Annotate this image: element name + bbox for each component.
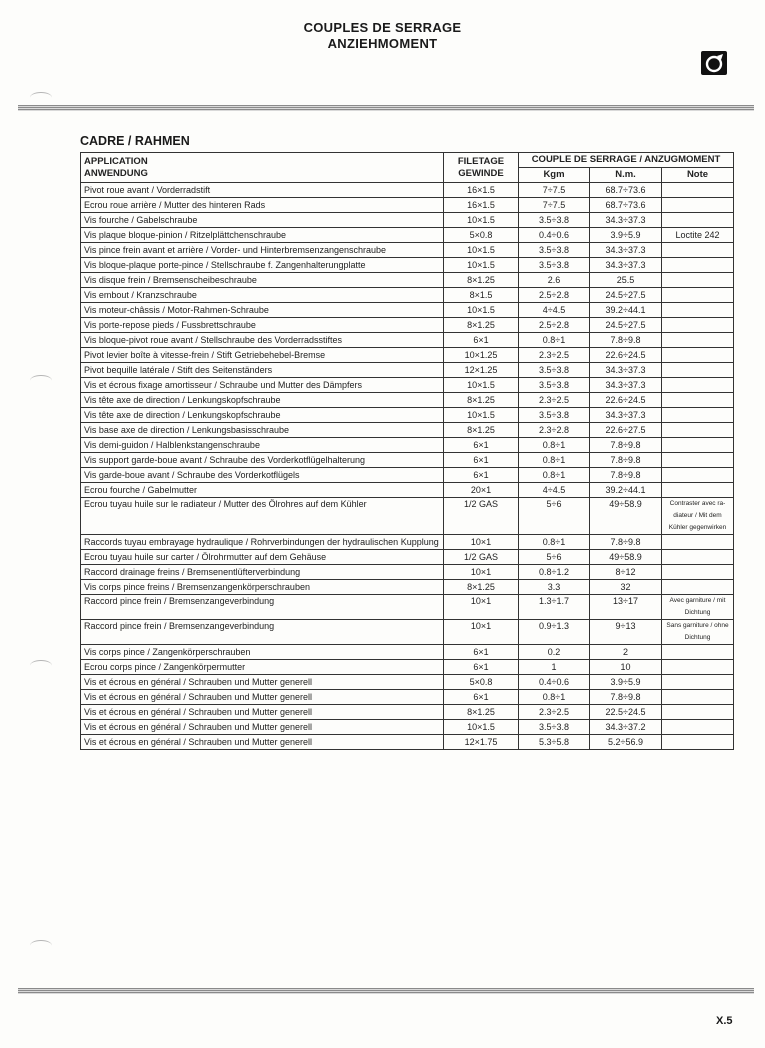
header-nm: N.m.	[590, 168, 662, 183]
cell-note: Contraster avec ra-diateur / Mit dem Kühler gegenwirken	[662, 498, 734, 535]
cell-kgm: 2.3÷2.5	[519, 393, 590, 408]
hole-punch-mark	[30, 375, 52, 386]
table-row	[81, 468, 734, 483]
cell-thread: 6×1	[444, 453, 519, 468]
cell-application: Vis disque frein / Bremsenscheibeschraube	[81, 273, 444, 288]
cell-note	[662, 393, 734, 408]
cell-note	[662, 348, 734, 363]
cell-note	[662, 550, 734, 565]
table-row	[81, 228, 734, 243]
cell-note: Sans garniture / ohne Dichtung	[662, 620, 734, 645]
cell-kgm: 0.8÷1	[519, 438, 590, 453]
cell-nm: 13÷17	[590, 595, 662, 620]
cell-application: Vis tête axe de direction / Lenkungskopfschraube	[81, 408, 444, 423]
title-de: ANZIEHMOMENT	[327, 36, 438, 51]
cell-application: Raccord drainage freins / Bremsenentlüfterverbindung	[81, 565, 444, 580]
cell-kgm: 0.8÷1	[519, 453, 590, 468]
cell-kgm: 2.3÷2.5	[519, 348, 590, 363]
top-divider-band	[18, 105, 754, 111]
cell-kgm: 0.4÷0.6	[519, 228, 590, 243]
cell-thread: 8×1.25	[444, 705, 519, 720]
cell-nm: 7.8÷9.8	[590, 535, 662, 550]
cell-thread: 10×1.5	[444, 258, 519, 273]
cell-thread: 6×1	[444, 438, 519, 453]
cell-nm: 24.5÷27.5	[590, 318, 662, 333]
cell-application: Vis support garde-boue avant / Schraube des Vorderkotflügelhalterung	[81, 453, 444, 468]
table-row	[81, 378, 734, 393]
cell-application: Vis plaque bloque-pinion / Ritzelplättchenschraube	[81, 228, 444, 243]
cell-note	[662, 705, 734, 720]
cell-thread: 6×1	[444, 468, 519, 483]
cell-kgm: 0.4÷0.6	[519, 675, 590, 690]
cell-thread: 10×1	[444, 595, 519, 620]
cell-kgm: 2.3÷2.5	[519, 705, 590, 720]
cell-note	[662, 213, 734, 228]
cell-note	[662, 303, 734, 318]
cell-thread: 16×1.5	[444, 183, 519, 198]
cell-thread: 8×1.25	[444, 273, 519, 288]
cell-kgm: 3.5÷3.8	[519, 243, 590, 258]
cell-nm: 3.9÷5.9	[590, 228, 662, 243]
cell-nm: 34.3÷37.3	[590, 363, 662, 378]
table-row	[81, 580, 734, 595]
table-row	[81, 565, 734, 580]
cell-application: Vis corps pince / Zangenkörperschrauben	[81, 645, 444, 660]
cell-nm: 22.5÷24.5	[590, 705, 662, 720]
cell-nm: 7.8÷9.8	[590, 333, 662, 348]
cell-application: Pivot levier boîte à vitesse-frein / Stift Getriebehebel-Bremse	[81, 348, 444, 363]
cell-application: Vis embout / Kranzschraube	[81, 288, 444, 303]
cell-application: Vis moteur-châssis / Motor-Rahmen-Schraube	[81, 303, 444, 318]
cell-nm: 49÷58.9	[590, 550, 662, 565]
cell-note	[662, 243, 734, 258]
table-row	[81, 660, 734, 675]
cell-thread: 6×1	[444, 645, 519, 660]
cell-note	[662, 258, 734, 273]
table-row	[81, 393, 734, 408]
cell-note	[662, 690, 734, 705]
cell-kgm: 3.5÷3.8	[519, 720, 590, 735]
table-row	[81, 258, 734, 273]
cell-note	[662, 468, 734, 483]
cell-thread: 6×1	[444, 660, 519, 675]
cell-kgm: 2.3÷2.8	[519, 423, 590, 438]
table-row	[81, 198, 734, 213]
cell-thread: 5×0.8	[444, 228, 519, 243]
cell-kgm: 3.5÷3.8	[519, 408, 590, 423]
table-row	[81, 620, 734, 645]
cell-application: Vis et écrous en général / Schrauben und Mutter generell	[81, 735, 444, 750]
cell-nm: 22.6÷27.5	[590, 423, 662, 438]
cell-note	[662, 580, 734, 595]
cell-application: Vis demi-guidon / Halblenkstangenschraube	[81, 438, 444, 453]
cell-thread: 10×1.5	[444, 303, 519, 318]
cell-application: Raccord pince frein / Bremsenzangeverbindung	[81, 595, 444, 620]
cell-nm: 34.3÷37.3	[590, 408, 662, 423]
cell-note	[662, 408, 734, 423]
section-title: CADRE / RAHMEN	[80, 134, 190, 148]
table-row	[81, 423, 734, 438]
cell-thread: 1/2 GAS	[444, 550, 519, 565]
cell-application: Vis bloque-pivot roue avant / Stellschraube des Vorderradsstiftes	[81, 333, 444, 348]
cell-kgm: 0.8÷1.2	[519, 565, 590, 580]
cell-application: Vis et écrous en général / Schrauben und Mutter generell	[81, 705, 444, 720]
cell-note	[662, 660, 734, 675]
cell-kgm: 4÷4.5	[519, 483, 590, 498]
cell-kgm: 7÷7.5	[519, 198, 590, 213]
cell-note	[662, 720, 734, 735]
table-row	[81, 535, 734, 550]
cell-nm: 34.3÷37.3	[590, 213, 662, 228]
cell-nm: 34.3÷37.3	[590, 258, 662, 273]
header-filetage: FILETAGE GEWINDE	[444, 153, 519, 183]
table-row	[81, 318, 734, 333]
cell-note	[662, 273, 734, 288]
cell-thread: 8×1.5	[444, 288, 519, 303]
table-row	[81, 348, 734, 363]
cell-kgm: 0.8÷1	[519, 333, 590, 348]
cell-application: Vis et écrous en général / Schrauben und Mutter generell	[81, 690, 444, 705]
cell-kgm: 3.3	[519, 580, 590, 595]
table-row	[81, 213, 734, 228]
cell-thread: 10×1.5	[444, 213, 519, 228]
header-note: Note	[662, 168, 734, 183]
cell-thread: 6×1	[444, 333, 519, 348]
cell-note	[662, 675, 734, 690]
header-application: APPLICATION ANWENDUNG	[81, 153, 444, 183]
cell-nm: 22.6÷24.5	[590, 348, 662, 363]
cell-thread: 10×1.5	[444, 378, 519, 393]
cell-note	[662, 535, 734, 550]
cell-kgm: 1.3÷1.7	[519, 595, 590, 620]
cell-application: Vis base axe de direction / Lenkungsbasisschraube	[81, 423, 444, 438]
cell-application: Ecrou fourche / Gabelmutter	[81, 483, 444, 498]
table-row	[81, 690, 734, 705]
cell-nm: 32	[590, 580, 662, 595]
table-row	[81, 438, 734, 453]
cell-note	[662, 363, 734, 378]
cell-nm: 7.8÷9.8	[590, 438, 662, 453]
cell-note	[662, 423, 734, 438]
cell-application: Pivot roue avant / Vorderradstift	[81, 183, 444, 198]
table-row	[81, 243, 734, 258]
cell-application: Vis porte-repose pieds / Fussbrettschraube	[81, 318, 444, 333]
header-kgm: Kgm	[519, 168, 590, 183]
cell-kgm: 4÷4.5	[519, 303, 590, 318]
cell-thread: 1/2 GAS	[444, 498, 519, 535]
cell-note	[662, 645, 734, 660]
cell-kgm: 3.5÷3.8	[519, 213, 590, 228]
cell-kgm: 5÷6	[519, 550, 590, 565]
page-number: X.5	[716, 1015, 733, 1027]
cell-nm: 5.2÷56.9	[590, 735, 662, 750]
table-row	[81, 483, 734, 498]
cell-thread: 8×1.25	[444, 423, 519, 438]
cell-thread: 20×1	[444, 483, 519, 498]
cell-application: Vis pince frein avant et arrière / Vorder- und Hinterbremsenzangenschraube	[81, 243, 444, 258]
cell-nm: 24.5÷27.5	[590, 288, 662, 303]
cell-kgm: 0.2	[519, 645, 590, 660]
title-fr: COUPLES DE SERRAGE	[303, 20, 462, 35]
cell-kgm: 5÷6	[519, 498, 590, 535]
cell-thread: 10×1	[444, 620, 519, 645]
cell-application: Vis garde-boue avant / Schraube des Vorderkotflügels	[81, 468, 444, 483]
cell-nm: 68.7÷73.6	[590, 198, 662, 213]
cell-thread: 10×1.5	[444, 408, 519, 423]
cell-application: Ecrou roue arrière / Mutter des hinteren Rads	[81, 198, 444, 213]
cell-nm: 34.3÷37.2	[590, 720, 662, 735]
table-row	[81, 363, 734, 378]
cell-note	[662, 333, 734, 348]
cell-nm: 7.8÷9.8	[590, 453, 662, 468]
table-row	[81, 183, 734, 198]
cell-nm: 39.2÷44.1	[590, 303, 662, 318]
cell-application: Vis fourche / Gabelschraube	[81, 213, 444, 228]
cell-thread: 10×1	[444, 535, 519, 550]
cell-kgm: 3.5÷3.8	[519, 378, 590, 393]
cell-note: Avec garniture / mit Dichtung	[662, 595, 734, 620]
cell-nm: 3.9÷5.9	[590, 675, 662, 690]
table-row	[81, 498, 734, 535]
cell-thread: 10×1.5	[444, 243, 519, 258]
cell-thread: 16×1.5	[444, 198, 519, 213]
cell-nm: 9÷13	[590, 620, 662, 645]
cell-application: Ecrou corps pince / Zangenkörpermutter	[81, 660, 444, 675]
table-row	[81, 550, 734, 565]
cell-application: Ecrou tuyau huile sur carter / Ölrohrmutter auf dem Gehäuse	[81, 550, 444, 565]
table-row	[81, 720, 734, 735]
cell-application: Pivot bequille latérale / Stift des Seitenständers	[81, 363, 444, 378]
table-row	[81, 735, 734, 750]
torque-table	[80, 152, 734, 750]
table-row	[81, 675, 734, 690]
cell-kgm: 0.8÷1	[519, 468, 590, 483]
cell-application: Raccord pince frein / Bremsenzangeverbindung	[81, 620, 444, 645]
cell-thread: 8×1.25	[444, 580, 519, 595]
cell-note	[662, 378, 734, 393]
cell-nm: 7.8÷9.8	[590, 468, 662, 483]
table-row	[81, 408, 734, 423]
cell-note	[662, 565, 734, 580]
cell-thread: 6×1	[444, 690, 519, 705]
cell-thread: 10×1.25	[444, 348, 519, 363]
cell-application: Vis bloque-plaque porte-pince / Stellschraube f. Zangenhalterungplatte	[81, 258, 444, 273]
cell-kgm: 0.9÷1.3	[519, 620, 590, 645]
cell-application: Ecrou tuyau huile sur le radiateur / Mutter des Ölrohres auf dem Kühler	[81, 498, 444, 535]
cell-kgm: 2.5÷2.8	[519, 318, 590, 333]
cell-note	[662, 483, 734, 498]
cell-note	[662, 318, 734, 333]
hole-punch-mark	[30, 660, 52, 671]
cell-thread: 12×1.25	[444, 363, 519, 378]
cell-kgm: 5.3÷5.8	[519, 735, 590, 750]
cell-nm: 2	[590, 645, 662, 660]
cell-thread: 8×1.25	[444, 393, 519, 408]
hole-punch-mark	[30, 940, 52, 951]
cell-nm: 22.6÷24.5	[590, 393, 662, 408]
cell-nm: 39.2÷44.1	[590, 483, 662, 498]
cell-nm: 49÷58.9	[590, 498, 662, 535]
cell-kgm: 3.5÷3.8	[519, 258, 590, 273]
hole-punch-mark	[30, 92, 52, 103]
table-row	[81, 288, 734, 303]
cell-thread: 5×0.8	[444, 675, 519, 690]
cell-kgm: 1	[519, 660, 590, 675]
header-couple: COUPLE DE SERRAGE / ANZUGMOMENT	[519, 153, 734, 168]
cell-nm: 34.3÷37.3	[590, 243, 662, 258]
cell-note	[662, 438, 734, 453]
cell-note	[662, 288, 734, 303]
table-row	[81, 595, 734, 620]
cell-note: Loctite 242	[662, 228, 734, 243]
cell-thread: 8×1.25	[444, 318, 519, 333]
cell-kgm: 2.6	[519, 273, 590, 288]
cell-note	[662, 453, 734, 468]
cell-nm: 25.5	[590, 273, 662, 288]
table-row	[81, 645, 734, 660]
page-header	[0, 20, 765, 52]
cell-application: Vis et écrous fixage amortisseur / Schraube und Mutter des Dämpfers	[81, 378, 444, 393]
cell-note	[662, 183, 734, 198]
cell-nm: 10	[590, 660, 662, 675]
bottom-divider-band	[18, 988, 754, 994]
cell-kgm: 2.5÷2.8	[519, 288, 590, 303]
cell-application: Vis et écrous en général / Schrauben und Mutter generell	[81, 675, 444, 690]
torque-wrench-icon	[701, 51, 727, 75]
cell-application: Vis et écrous en général / Schrauben und Mutter generell	[81, 720, 444, 735]
table-row	[81, 273, 734, 288]
table-row	[81, 303, 734, 318]
cell-note	[662, 735, 734, 750]
cell-nm: 68.7÷73.6	[590, 183, 662, 198]
cell-application: Vis corps pince freins / Bremsenzangenkörperschrauben	[81, 580, 444, 595]
cell-note	[662, 198, 734, 213]
table-row	[81, 705, 734, 720]
cell-kgm: 0.8÷1	[519, 690, 590, 705]
table-row	[81, 453, 734, 468]
cell-kgm: 7÷7.5	[519, 183, 590, 198]
cell-application: Vis tête axe de direction / Lenkungskopfschraube	[81, 393, 444, 408]
cell-nm: 34.3÷37.3	[590, 378, 662, 393]
cell-thread: 12×1.75	[444, 735, 519, 750]
cell-thread: 10×1.5	[444, 720, 519, 735]
cell-application: Raccords tuyau embrayage hydraulique / Rohrverbindungen der hydraulischen Kupplung	[81, 535, 444, 550]
cell-thread: 10×1	[444, 565, 519, 580]
table-row	[81, 333, 734, 348]
cell-nm: 8÷12	[590, 565, 662, 580]
cell-kgm: 0.8÷1	[519, 535, 590, 550]
cell-kgm: 3.5÷3.8	[519, 363, 590, 378]
cell-nm: 7.8÷9.8	[590, 690, 662, 705]
